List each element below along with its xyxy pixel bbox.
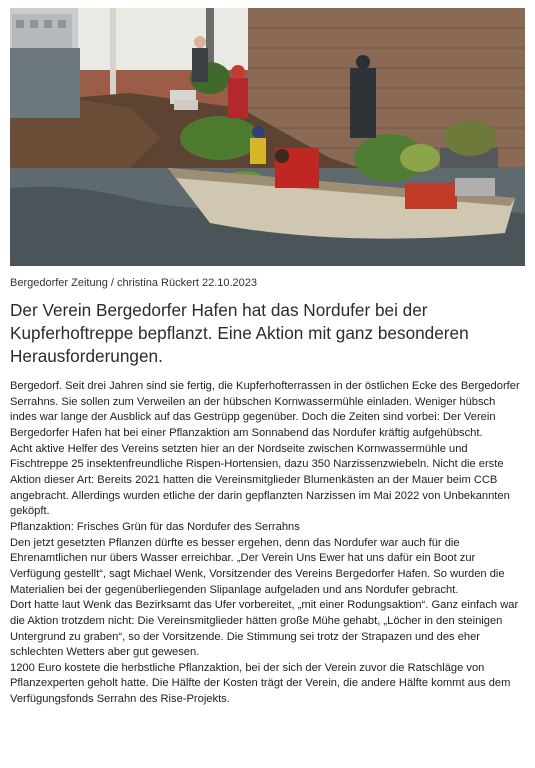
article-body — [10, 379, 525, 708]
photo-caption: Bergedorfer Zeitung / christina Rückert 22.10.2023 — [10, 277, 258, 289]
article-headline: Der Verein Bergedorfer Hafen hat das Nordufer bei der Kupferhoftreppe bepflanzt. Eine Aktion mit ganz besonderen Herausforderungen. — [10, 300, 469, 366]
paragraph: Bergedorf. Seit drei Jahren sind sie fertig, die Kupferhofterrassen in der östlichen Ecke des Bergedorfer Serrahns. Sie sollen zum Verweilen an der hübschen Kornwassermühle einladen. Weniger hübsch indes war lange der Ausblick auf das Gestrüpp gegenüber. Doch die Zeiten sind vorbei: Der Verein Bergedorfer Hafen hat bei einer Pflanzaktion am Sonnabend das Nordufer kräftig aufgehübscht. — [10, 380, 520, 439]
photo-illustration — [10, 8, 525, 266]
paragraph: Dort hatte laut Wenk das Bezirksamt das Ufer vorbereitet, „mit einer Rodungsaktion“. Ganz einfach war die Aktion trotzdem nicht: Die Vereinsmitglieder hätten große Mühe gehabt, „Löcher in den steinigen Untergrund zu graben“, so der Vorsitzende. Die Stimmung sei trotz der Strapazen und des eher schlechten Wetters aber gut gewesen. — [10, 599, 519, 659]
paragraph: 1200 Euro kostete die herbstliche Pflanzaktion, bei der sich der Verein zuvor die Ratschläge von Pflanzexperten geholt hatte. Die Hälfte der Kosten trägt der Verein, die andere Hälfte kommt aus dem Verfügungsfonds Serrahn des Rise-Projekts. — [10, 661, 511, 706]
paragraph: Acht aktive Helfer des Vereins setzten hier an der Nordseite zwischen Kornwassermühle und Fischtreppe 25 insektenfreundliche Rispen-Hortensien, dazu 350 Narzissenzwiebeln. Nicht die erste Aktion dieser Art: Bereits 2021 hatten die Vereinsmitglieder Blumenkästen an der Mauer beim CCB angebracht. Allerdings wurden etliche der darin gepflanzten Narzissen im Mai 2022 von Unbekannten geköpft. — [10, 442, 510, 518]
article-photo — [10, 8, 525, 266]
subheading: Pflanzaktion: Frisches Grün für das Nordufer des Serrahns — [10, 520, 300, 533]
paragraph: Den jetzt gesetzten Pflanzen dürfte es besser ergehen, denn das Nordufer war auch für die Ehrenamtlichen nur übers Wasser erreichbar. „Der Verein Uns Ewer hat uns dafür ein Boot zur Verfügung gestellt“, sagt Michael Wenk, Vorsitzender des Vereins Bergedorfer Hafen. So wurden die Materialien bei der gegenüberliegenden Slipanlage aufgeladen und ans Nordufer gebracht. — [10, 536, 505, 596]
